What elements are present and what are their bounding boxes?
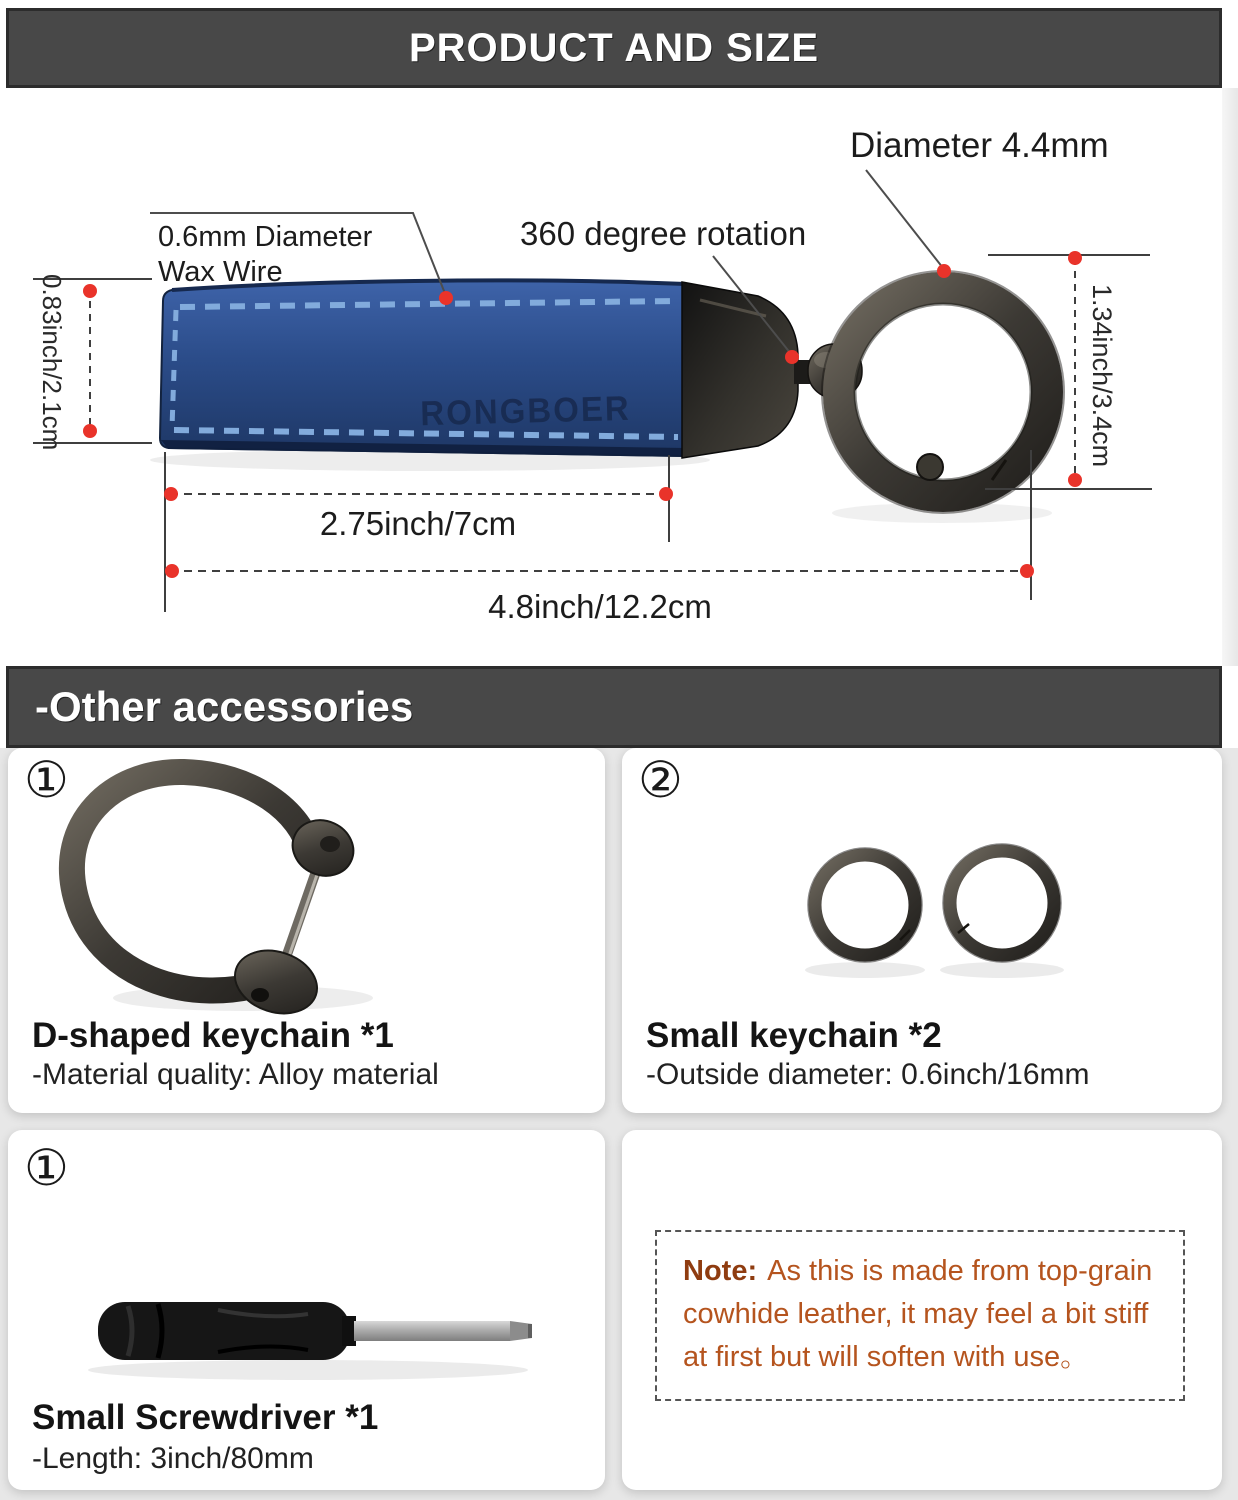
gate-ring	[822, 271, 1064, 513]
accessories-banner	[6, 666, 1222, 748]
badge-circled-one: ①	[24, 752, 69, 808]
accessory-card-d-ring	[8, 748, 605, 1113]
note-card	[622, 1130, 1222, 1490]
wax-wire-line1: 0.6mm Diameter	[158, 221, 373, 253]
brand-logo: RONGBOER	[419, 388, 632, 433]
annotation-ring-diameter: Diameter 4.4mm	[850, 126, 1109, 165]
dimension-ring-outer: 1.34inch/3.4cm	[1087, 284, 1117, 468]
badge-circled-one: ①	[24, 1140, 69, 1196]
accessory-card-screwdriver	[8, 1130, 605, 1490]
wax-wire-line2: Wax Wire	[158, 256, 283, 288]
page-title: PRODUCT AND SIZE	[408, 25, 820, 70]
header-banner	[6, 8, 1222, 88]
accessory-card-split-rings	[622, 748, 1222, 1113]
badge-circled-two: ②	[638, 752, 683, 808]
dimension-total-length: 4.8inch/12.2cm	[488, 588, 712, 625]
d-ring-pin	[283, 860, 320, 966]
dimension-strap-height: 0.83inch/2.1cm	[37, 273, 67, 451]
note-box	[655, 1230, 1185, 1401]
accessories-title: -Other accessories	[35, 683, 414, 730]
annotation-wax-wire	[158, 220, 372, 290]
note-label: Note:	[683, 1255, 758, 1287]
note-text: As this is made from top-grain cowhide leather, it may feel a bit stiff at first but will soften with use。	[683, 1255, 1153, 1373]
accessory-detail: -Length: 3inch/80mm	[32, 1442, 314, 1475]
dimension-strap-length: 2.75inch/7cm	[319, 505, 517, 542]
accessory-name: Small keychain *2	[646, 1016, 942, 1055]
accessory-detail: -Material quality: Alloy material	[32, 1058, 439, 1091]
accessory-detail: -Outside diameter: 0.6inch/16mm	[646, 1058, 1090, 1091]
accessory-name: D-shaped keychain *1	[32, 1016, 394, 1055]
product-size-section	[0, 88, 1238, 666]
annotation-rotation: 360 degree rotation	[520, 215, 807, 252]
keychain-photo	[0, 88, 1238, 666]
accessory-name: Small Screwdriver *1	[32, 1398, 379, 1437]
gate-button	[917, 454, 943, 480]
